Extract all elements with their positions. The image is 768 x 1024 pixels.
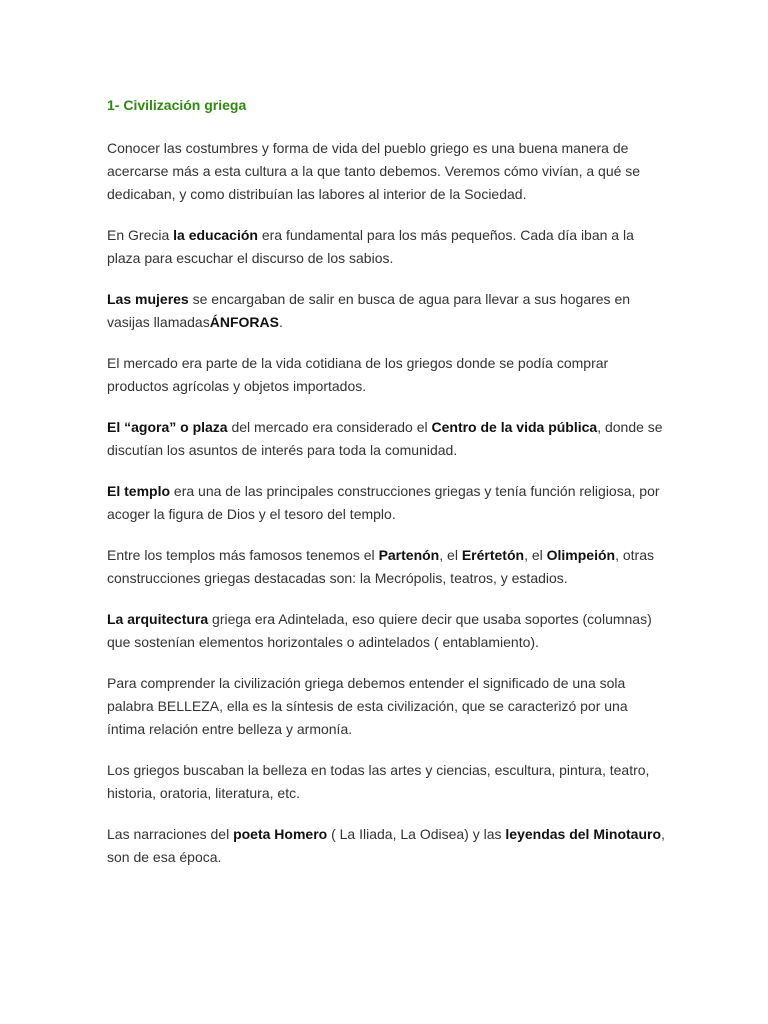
bold-text: Erértetón [461,547,525,563]
text-run: , son de esa época. [107,826,665,865]
bold-text: Olimpeión [546,547,616,563]
text-run: Para comprender la civilización griega debemos entender el significado de una sola palabra BELLEZA, ella es la síntesis de esta civilización, que se caracterizó por una íntima relación entre belleza y armonía. [107,675,628,737]
text-run: era fundamental para los más pequeños. Cada día iban a la plaza para escuchar el discurso de los sabios. [107,227,634,266]
paragraph [107,672,667,741]
paragraph [107,352,667,398]
text-run: , el [439,547,462,563]
bold-text: la educación [173,227,258,243]
text-run: . [278,314,283,330]
text-run: , el [524,547,547,563]
text-run: ( La Iliada, La Odisea) y las [327,826,506,842]
text-run: En Grecia [107,227,174,243]
bold-text: Centro de la vida pública [431,419,598,435]
text-run: Las narraciones del [107,826,234,842]
paragraph [107,480,667,526]
text-run: , donde se discutían los asuntos de interés para toda la comunidad. [107,419,663,458]
paragraph [107,544,667,590]
paragraph-list [107,137,667,869]
text-run: era una de las principales construcciones griegas y tenía función religiosa, por acoger la figura de Dios y el tesoro del templo. [107,483,660,522]
bold-text: La arquitectura [107,611,209,627]
text-run: Conocer las costumbres y forma de vida del pueblo griego es una buena manera de acercarse más a esta cultura a la que tanto debemos. Veremos cómo vivían, a qué se dedicaban, y como distribuían las labores al interior de la Sociedad. [107,140,641,202]
paragraph [107,823,667,869]
bold-text: El “agora” o plaza [107,419,228,435]
paragraph [107,416,667,462]
text-run: El mercado era parte de la vida cotidiana de los griegos donde se podía comprar productos agrícolas y objetos importados. [107,355,609,394]
bold-text: Partenón [378,547,440,563]
text-run: , otras construcciones griegas destacadas son: la Mecrópolis, teatros, y estadios. [107,547,654,586]
paragraph [107,608,667,654]
text-run: Los griegos buscaban la belleza en todas las artes y ciencias, escultura, pintura, teatro, historia, oratoria, literatura, etc. [107,762,650,801]
document-body [107,96,667,869]
text-run: griega era Adintelada, eso quiere decir que usaba soportes (columnas) que sostenían elementos horizontales o adintelados ( entablamiento). [107,611,652,650]
bold-text: poeta Homero [233,826,328,842]
paragraph [107,224,667,270]
paragraph [107,759,667,805]
paragraph [107,137,667,206]
bold-text: El templo [107,483,171,499]
section-heading: 1- Civilización griega [107,97,247,113]
bold-text: Las mujeres [107,291,189,307]
text-run: se encargaban de salir en busca de agua para llevar a sus hogares en vasijas llamadas [107,291,631,330]
text-run: Entre los templos más famosos tenemos el [107,547,379,563]
paragraph [107,288,667,334]
bold-text: ÁNFORAS [209,314,279,330]
bold-text: leyendas del Minotauro [505,826,661,842]
text-run: del mercado era considerado el [227,419,432,435]
